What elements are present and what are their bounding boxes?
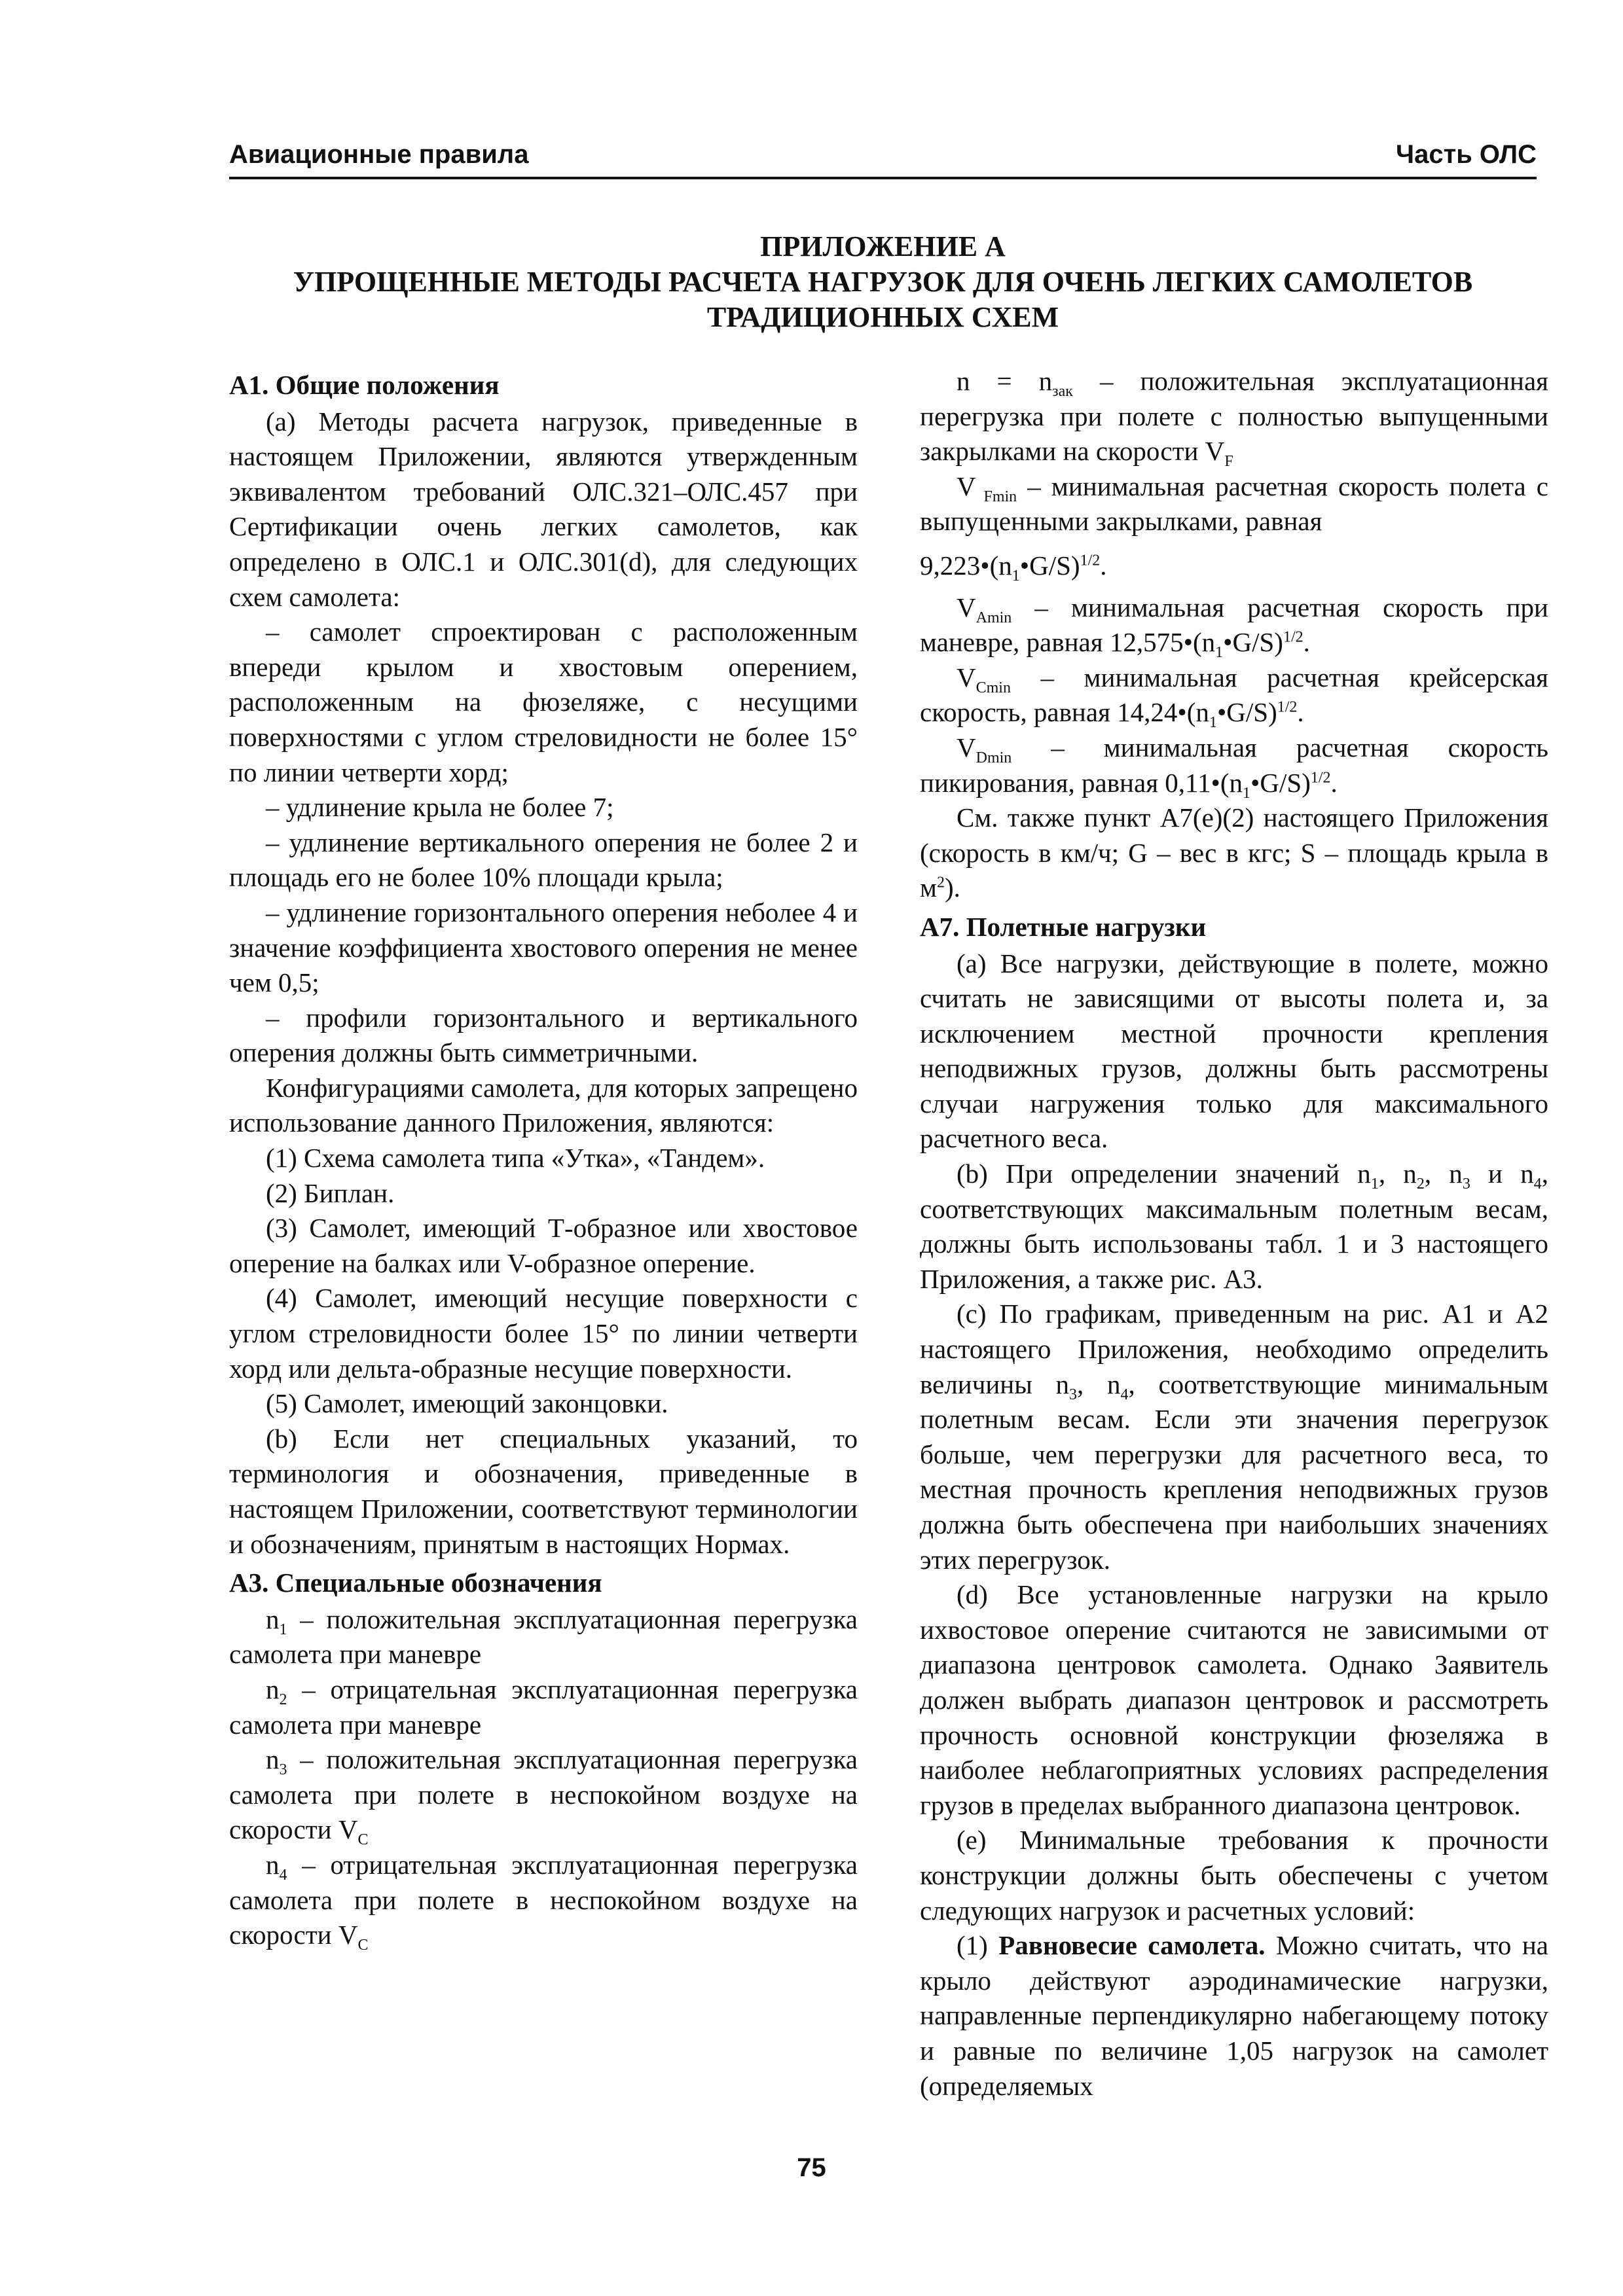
paragraph: – удлинение горизонтального оперения неболее 4 и значение коэффициента хвостового оперения не менее чем 0,5; <box>229 897 858 998</box>
page-number: 75 <box>797 2153 826 2182</box>
paragraph: (a) Все нагрузки, действующие в полете, можно считать не зависящими от высоты полета и, за исключением местной прочности крепления неподвижных грузов, должны быть рассмотрены случаи нагружения только для максимального расчетного веса. <box>920 948 1548 1154</box>
paragraph: (a) Методы расчета нагрузок, приведенные в настоящем Приложении, являются утвержденным эквивалентом требований ОЛС.321–ОЛС.457 при Сертификации очень легких самолетов, как определено в ОЛС.1 и ОЛС.301(d), для следующих схем самолета: <box>229 406 858 612</box>
definition-n2: $n_2$ – отрицательная эксплуатационная перегрузка самолета при маневре <box>229 1674 858 1740</box>
paragraph: (b) При определении значений $n_1$, $n_2$, $n_3$ и $n_4$, соответствующих максимальным полетным весам, должны быть использованы табл. 1 и 3 настоящего Приложения, а также рис. А3. <box>920 1158 1548 1294</box>
section-heading-a3: А3. Специальные обозначения <box>229 1568 602 1598</box>
header-document-title: Авиационные правила <box>229 140 529 169</box>
paragraph: (3) Самолет, имеющий Т-образное или хвостовое оперение на балках или V-образное оперение. <box>229 1213 858 1278</box>
paragraph: (1) Схема самолета типа «Утка», «Тандем». <box>266 1143 765 1174</box>
paragraph: (5) Самолет, имеющий законцовки. <box>266 1388 668 1419</box>
paragraph: – профили горизонтального и вертикального оперения должны быть симметричными. <box>229 1002 858 1068</box>
definition-vdmin: $V_{Dmin}$ – минимальная расчетная скорость пикирования, равная $0,11•(n_1•G/S)^{1/2}$. <box>920 732 1548 802</box>
paragraph: (b) Если нет специальных указаний, то терминология и обозначения, приведенные в настоящем Приложении, соответствуют терминологии и обозначениям, принятым в настоящих Нормах. <box>229 1423 858 1559</box>
paragraph: – удлинение вертикального оперения не более 2 и площадь его не более 10% площади крыла; <box>229 827 858 893</box>
right-column <box>920 364 1548 2104</box>
paragraph: (2) Биплан. <box>266 1177 395 1208</box>
appendix-title-line3: ТРАДИЦИОННЫХ СХЕМ <box>706 301 1059 333</box>
section-heading-a1: А1. Общие положения <box>229 370 500 400</box>
paragraph: (1) Равновесие самолета. Можно считать, что на крыло действуют аэродинамические нагрузки, направленные перпендикулярно набегающему потоку и равные по величине 1,05 нагрузок на самолет (определяемых <box>920 1930 1548 2101</box>
paragraph: (d) Все установленные нагрузки на крыло ихвостовое оперение считаются не зависимыми от диапазона центровок самолета. Однако Заявитель должен выбрать диапазон центровок и рассмотреть прочность основной конструкции фюзеляжа в наиболее неблагоприятных условиях распределения грузов в пределах выбранного диапазона центровок. <box>920 1579 1548 1820</box>
running-header <box>229 131 1537 179</box>
header-part-label: Часть ОЛС <box>1396 140 1537 169</box>
appendix-title-line1: ПРИЛОЖЕНИЕ А <box>760 230 1006 262</box>
paragraph: – самолет спроектирован с расположенным впереди крылом и хвостовым оперением, расположенным на фюзеляже, с несущими поверхностями с углом стреловидности не более 15° по линии четверти хорд; <box>229 617 858 787</box>
paragraph: (4) Самолет, имеющий несущие поверхности с углом стреловидности более 15° по линии четверти хорд или дельта-образные несущие поверхности. <box>229 1283 858 1384</box>
definition-n1: $n_1$ – положительная эксплуатационная перегрузка самолета при маневре <box>229 1604 858 1670</box>
paragraph: Конфигурациями самолета, для которых запрещено использование данного Приложения, являются: <box>229 1072 858 1138</box>
left-column <box>229 364 858 1953</box>
definition-n3: $n_3$ – положительная эксплуатационная перегрузка самолета при полете в неспокойном воздухе на скорости $V_C$ <box>229 1744 858 1849</box>
definition-vamin: $V_{Amin}$ – минимальная расчетная скорость при маневре, равная $12,575•(n_1•G/S)^{1/2}$. <box>920 592 1548 662</box>
formula-vfmin: $9,223•(n_1•G/S)^{1/2}$. <box>920 550 1107 585</box>
paragraph: – удлинение крыла не более 7; <box>266 792 614 823</box>
see-also-note: См. также пункт А7(e)(2) настоящего Приложения (скорость в км/ч; G – вес в кгс; S – площадь крыла в $м^2$). <box>920 802 1548 903</box>
definition-n4: $n_4$ – отрицательная эксплуатационная перегрузка самолета при полете в неспокойном воздухе на скорости $V_C$ <box>229 1849 858 1954</box>
definition-vcmin: $V_{Cmin}$ – минимальная расчетная крейсерская скорость, равная $14,24•(n_1•G/S)^{1/2}$. <box>920 662 1548 732</box>
section-heading-a7: А7. Полетные нагрузки <box>920 911 1207 942</box>
definition-nzak: $n = n_{зак}$ – положительная эксплуатационная перегрузка при полете с полностью выпущенными закрылками на скорости $V_F$ <box>920 366 1548 471</box>
appendix-title-line2: УПРОЩЕННЫЕ МЕТОДЫ РАСЧЕТА НАГРУЗОК ДЛЯ ОЧЕНЬ ЛЕГКИХ САМОЛЕТОВ <box>293 266 1473 298</box>
paragraph: (c) По графикам, приведенным на рис. А1 и А2 настоящего Приложения, необходимо определить величины $n_3$, $n_4$, соответствующие минимальным полетным весам. Если эти значения перегрузок больше, чем перегрузки для расчетного веса, то местная прочность крепления неподвижных грузов должна быть обеспечена при наибольших значениях этих перегрузок. <box>920 1299 1548 1575</box>
definition-vfmin: V $_{Fmin}$ – минимальная расчетная скорость полета с выпущенными закрылками, равная <box>920 471 1548 537</box>
paragraph: (e) Минимальные требования к прочности конструкции должны быть обеспечены с учетом следующих нагрузок и расчетных условий: <box>920 1825 1548 1926</box>
appendix-title <box>229 229 1537 335</box>
